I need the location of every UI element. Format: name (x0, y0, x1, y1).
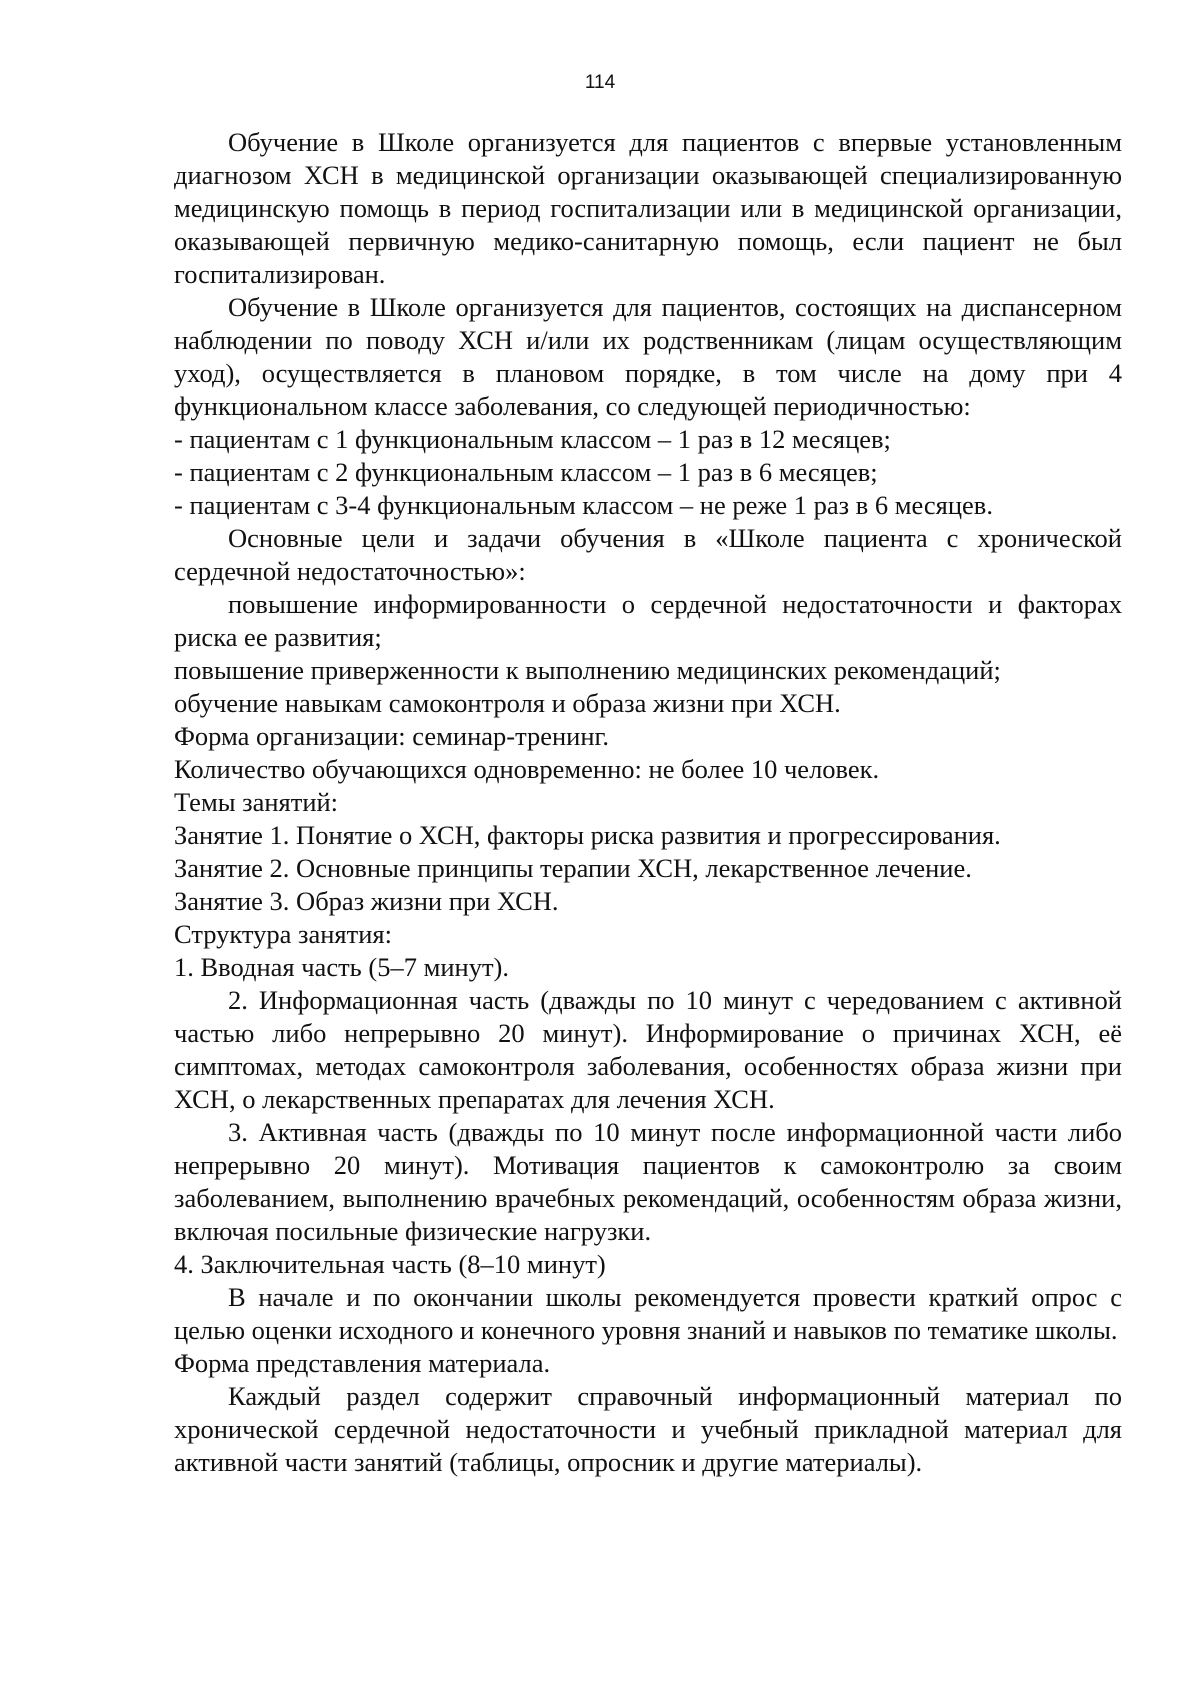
paragraph: Количество обучающихся одновременно: не более 10 человек. (174, 754, 880, 784)
paragraph: Структура занятия: (174, 919, 392, 949)
paragraph: В начале и по окончании школы рекомендуется провести краткий опрос с целью оценки исходного и конечного уровня знаний и навыков по тематике школы. (174, 1282, 1122, 1345)
list-item: Занятие 2. Основные принципы терапии ХСН, лекарственное лечение. (174, 853, 972, 883)
paragraph: Обучение в Школе организуется для пациентов, состоящих на диспансерном наблюдении по поводу ХСН и/или их родственникам (лицам осуществляющим уход), осуществляется в плановом порядке, в том числе на дому при 4 функциональном классе заболевания, со следующей периодичностью: (174, 292, 1122, 421)
paragraph: Форма организации: семинар-тренинг. (174, 721, 610, 751)
list-item: повышение приверженности к выполнению медицинских рекомендаций; (174, 655, 1001, 685)
paragraph: повышение информированности о сердечной недостаточности и факторах риска ее развития; (174, 589, 1122, 652)
list-item: - пациентам с 1 функциональным классом – 1 раз в 12 месяцев; (174, 424, 891, 454)
list-item: 4. Заключительная часть (8–10 минут) (174, 1249, 606, 1279)
list-item: обучение навыкам самоконтроля и образа жизни при ХСН. (174, 688, 841, 718)
paragraph: Каждый раздел содержит справочный информационный материал по хронической сердечной недостаточности и учебный прикладной материал для активной части занятий (таблицы, опросник и другие материалы). (174, 1381, 1122, 1477)
list-item: Занятие 1. Понятие о ХСН, факторы риска развития и прогрессирования. (174, 820, 1001, 850)
page-body (174, 126, 1122, 1479)
list-item: - пациентам с 3-4 функциональным классом – не реже 1 раз в 6 месяцев. (174, 490, 993, 520)
list-item: Занятие 3. Образ жизни при ХСН. (174, 886, 559, 916)
page-number: 114 (584, 72, 616, 93)
list-item: 1. Вводная часть (5–7 минут). (174, 952, 509, 982)
paragraph: Форма представления материала. (174, 1348, 551, 1378)
list-item: 2. Информационная часть (дважды по 10 минут с чередованием с активной частью либо непрерывно 20 минут). Информирование о причинах ХСН, её симптомах, методах самоконтроля заболевания, особенностях образа жизни при ХСН, о лекарственных препаратах для лечения ХСН. (174, 985, 1122, 1114)
paragraph: Основные цели и задачи обучения в «Школе пациента с хронической сердечной недостаточностью»: (174, 523, 1122, 586)
paragraph: Обучение в Школе организуется для пациентов с впервые установленным диагнозом ХСН в медицинской организации оказывающей специализированную медицинскую помощь в период госпитализации или в медицинской организации, оказывающей первичную медико-санитарную помощь, если пациент не был госпитализирован. (174, 127, 1122, 289)
list-item: - пациентам с 2 функциональным классом – 1 раз в 6 месяцев; (174, 457, 878, 487)
paragraph: Темы занятий: (174, 787, 339, 817)
list-item: 3. Активная часть (дважды по 10 минут после информационной части либо непрерывно 20 минут). Мотивация пациентов к самоконтролю за своим заболеванием, выполнению врачебных рекомендаций, особенностям образа жизни, включая посильные физические нагрузки. (174, 1117, 1122, 1246)
